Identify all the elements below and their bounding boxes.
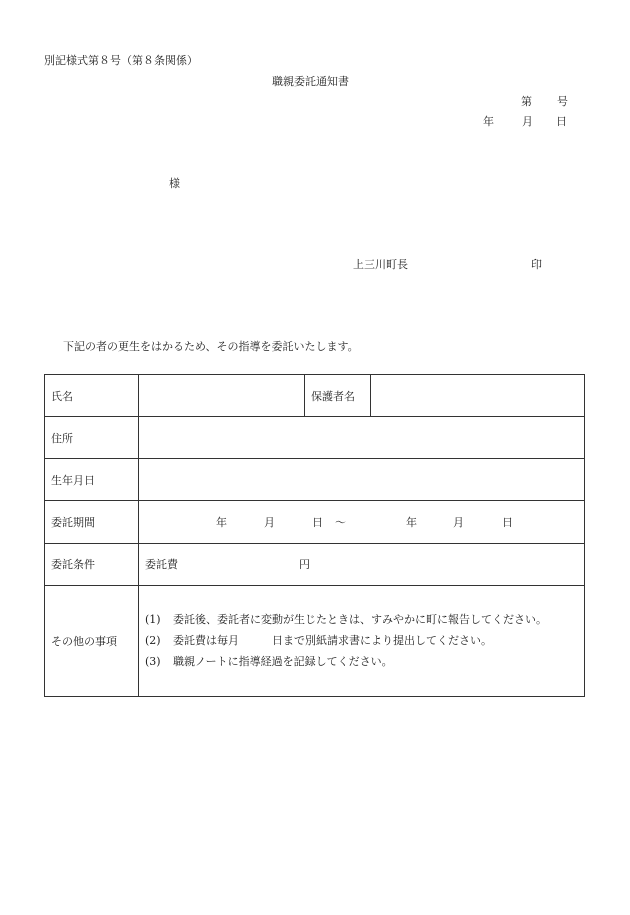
address-field[interactable]	[139, 417, 585, 459]
table-row-conditions	[45, 543, 585, 585]
conditions-label: 委託条件	[45, 543, 139, 585]
period-field[interactable]	[139, 501, 585, 543]
name-field[interactable]	[139, 375, 305, 417]
table-row-other	[45, 585, 585, 696]
date-year-label: 年	[483, 115, 494, 128]
note-item	[145, 651, 578, 672]
conditions-field[interactable]	[139, 543, 585, 585]
consignment-table	[44, 374, 585, 697]
period-end-day: 日	[502, 515, 513, 529]
table-row-name	[45, 375, 585, 417]
note-text: 職親ノートに指導経過を記録してください。	[173, 655, 393, 669]
table-row-birthdate	[45, 459, 585, 501]
date-day-label: 日	[556, 115, 567, 128]
address-label: 住所	[45, 417, 139, 459]
note-text: 委託後、委託者に変動が生じたときは、すみやかに町に報告してください。	[173, 613, 547, 627]
intro-text: 下記の者の更生をはかるため、その指導を委託いたします。	[63, 340, 359, 353]
form-code: 別記様式第８号（第８条関係）	[44, 54, 198, 67]
conditions-yen-label: 円	[299, 558, 310, 572]
period-start-month: 月	[264, 515, 275, 529]
conditions-fee-label: 委託費	[145, 558, 178, 572]
note-number: (1)	[145, 613, 161, 627]
period-start-day: 日	[312, 515, 323, 529]
period-end-year: 年	[406, 515, 417, 529]
note-number: (2)	[145, 634, 161, 648]
period-tilde: ～	[335, 515, 346, 529]
date-month-label: 月	[522, 115, 533, 128]
guardian-field[interactable]	[371, 375, 585, 417]
document-number-suffix: 号	[557, 95, 568, 108]
issuer-name: 上三川町長	[353, 258, 408, 271]
note-text: 委託費は毎月 日まで別紙請求書により提出してください。	[173, 634, 492, 648]
birthdate-label: 生年月日	[45, 459, 139, 501]
addressee-suffix: 様	[169, 177, 180, 190]
guardian-label: 保護者名	[305, 375, 371, 417]
birthdate-field[interactable]	[139, 459, 585, 501]
note-item	[145, 609, 578, 630]
document-title: 職親委託通知書	[272, 75, 349, 88]
period-end-month: 月	[453, 515, 464, 529]
table-row-address	[45, 417, 585, 459]
period-label: 委託期間	[45, 501, 139, 543]
other-label: その他の事項	[45, 585, 139, 696]
seal-mark: 印	[531, 258, 542, 271]
table-row-period	[45, 501, 585, 543]
period-start-year: 年	[216, 515, 227, 529]
note-item	[145, 630, 578, 651]
other-notes	[139, 585, 585, 696]
document-number-prefix: 第	[521, 95, 532, 108]
name-label: 氏名	[45, 375, 139, 417]
note-number: (3)	[145, 655, 161, 669]
